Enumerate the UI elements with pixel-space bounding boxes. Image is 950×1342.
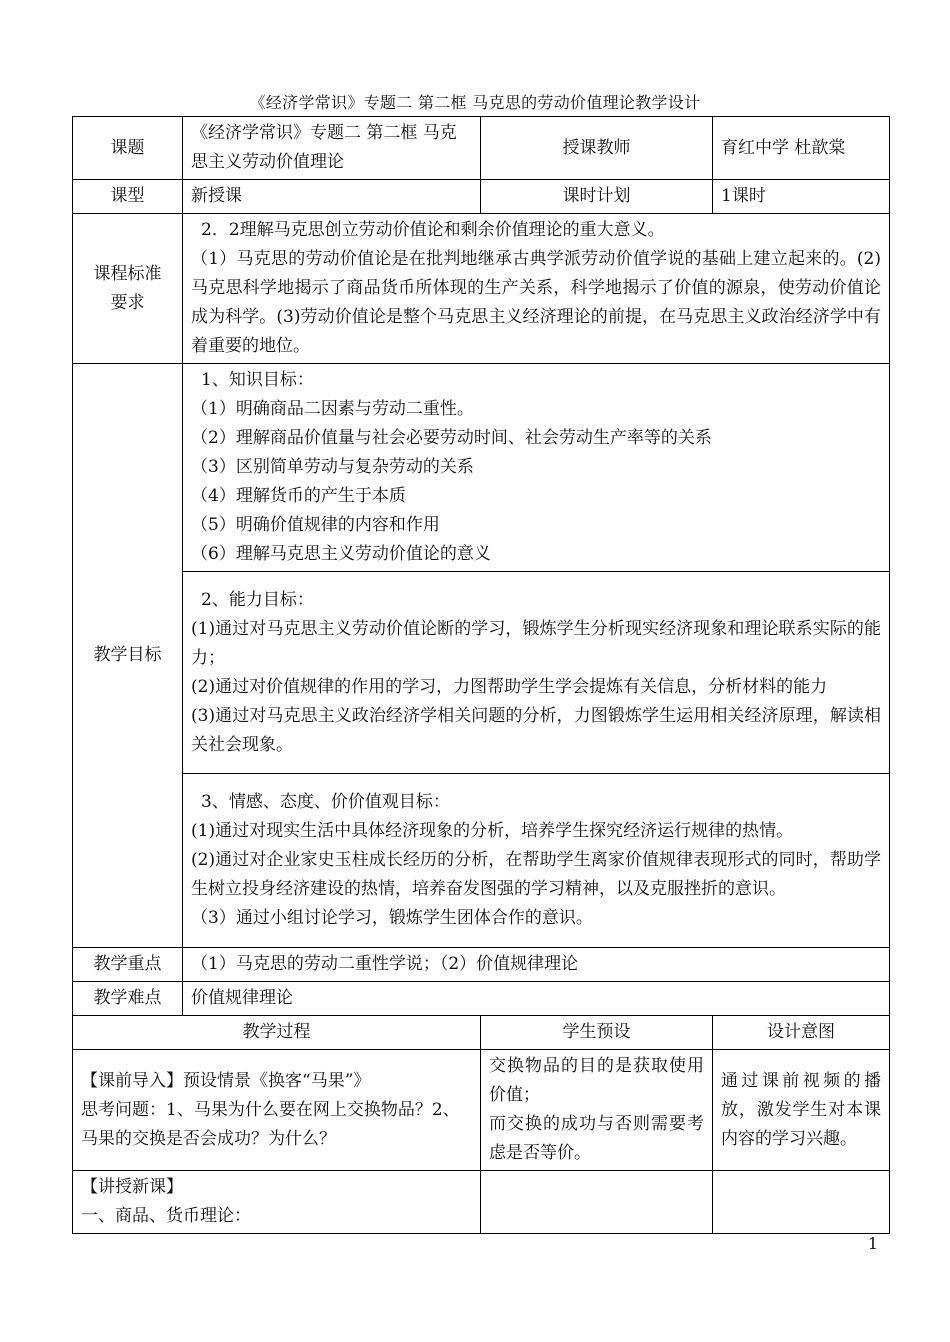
process-header: 教学过程	[73, 1016, 481, 1050]
new-lesson-process-cell	[73, 1171, 481, 1234]
key-point-row	[73, 948, 890, 982]
difficulty-value: 价值规律理论	[183, 982, 890, 1016]
standard-line-2: （1）马克思的劳动价值论是在批判地继承古典学派劳动价值学说的基础上建立起来的。(2)马克思科学地揭示了商品货币所体现的生产关系，科学地揭示了价值的源泉，使劳动价值论成为科学。(3)劳动价值论是整个马克思主义经济理论的前提，在马克思主义政治经济学中有着重要的地位。	[191, 249, 881, 356]
new-lesson-student-cell	[481, 1171, 713, 1234]
topic-label: 课题	[73, 117, 183, 180]
ability-item: (2)通过对价值规律的作用的学习，力图帮助学生学会提炼有关信息，分析材料的能力	[191, 676, 828, 697]
standard-label: 课程标准 要求	[73, 214, 183, 364]
knowledge-item: （2）理解商品价值量与社会必要劳动时间、社会劳动生产率等的关系	[191, 428, 712, 448]
intro-process-cell	[73, 1050, 481, 1171]
plan-label: 课时计划	[481, 180, 713, 214]
objectives-ability-row	[73, 572, 890, 774]
emotion-item: （3）通过小组讨论学习，锻炼学生团体合作的意识。	[191, 908, 593, 928]
objectives-label: 教学目标	[73, 364, 183, 948]
knowledge-item: （3）区别简单劳动与复杂劳动的关系	[191, 457, 474, 477]
objectives-emotion-row	[73, 774, 890, 948]
intent-header: 设计意图	[713, 1016, 890, 1050]
knowledge-item: （4）理解货币的产生于本质	[191, 486, 406, 506]
intro-student-cell	[481, 1050, 713, 1171]
ability-item: (1)通过对马克思主义劳动价值论断的学习，锻炼学生分析现实经济现象和理论联系实际的能力；	[191, 618, 881, 668]
emotion-item: (2)通过对企业家史玉柱成长经历的分析，在帮助学生离家价值规律表现形式的同时，帮助学生树立投身经济建设的热情，培养奋发图强的学习精神，以及克服挫折的意识。	[191, 850, 881, 899]
key-point-value: （1）马克思的劳动二重性学说；（2）价值规律理论	[183, 948, 890, 982]
objectives-knowledge-row	[73, 364, 890, 572]
key-point-label: 教学重点	[73, 948, 183, 982]
new-lesson-intent-cell	[713, 1171, 890, 1234]
intro-intent-cell: 通过课前视频的播放，激发学生对本课内容的学习兴趣。	[713, 1050, 890, 1171]
process-header-row	[73, 1016, 890, 1050]
topic-row	[73, 117, 890, 180]
ability-title: 2、能力目标：	[201, 589, 314, 610]
standard-line-1: 2．2理解马克思创立劳动价值论和剩余价值理论的重大意义。	[201, 220, 665, 240]
teacher-label: 授课教师	[481, 117, 713, 180]
difficulty-label: 教学难点	[73, 982, 183, 1016]
intro-student-line: 交换物品的目的是获取使用价值；	[489, 1056, 704, 1105]
new-lesson-line: 【讲授新课】	[81, 1177, 183, 1197]
type-value: 新授课	[183, 180, 481, 214]
page-title: 《经济学常识》专题二 第二框 马克思的劳动价值理论教学设计	[249, 93, 701, 112]
knowledge-item: （6）理解马克思主义劳动价值论的意义	[191, 544, 491, 564]
type-row	[73, 180, 890, 214]
knowledge-cell	[183, 364, 890, 572]
process-row-intro	[73, 1050, 890, 1171]
knowledge-item: （1）明确商品二因素与劳动二重性。	[191, 399, 474, 419]
emotion-title: 3、情感、态度、价价值观目标：	[201, 792, 450, 812]
knowledge-title: 1、知识目标：	[201, 370, 314, 390]
plan-value: 1课时	[713, 180, 890, 214]
ability-cell	[183, 572, 890, 774]
emotion-item: (1)通过对现实生活中具体经济现象的分析，培养学生探究经济运行规律的热情。	[191, 821, 794, 841]
new-lesson-line: 一、商品、货币理论：	[81, 1206, 251, 1226]
lesson-plan-table	[72, 116, 890, 1234]
standard-row	[73, 214, 890, 364]
knowledge-item: （5）明确价值规律的内容和作用	[191, 515, 440, 535]
student-header: 学生预设	[481, 1016, 713, 1050]
process-row-new-lesson	[73, 1171, 890, 1234]
intro-process-line: 思考问题：1、马果为什么要在网上交换物品？2、马果的交换是否会成功？为什么？	[81, 1099, 460, 1149]
page-number: 1	[867, 1234, 878, 1253]
topic-value: 《经济学常识》专题二 第二框 马克思主义劳动价值理论	[183, 117, 481, 180]
intro-student-line: 而交换的成功与否则需要考虑是否等价。	[489, 1114, 704, 1163]
type-label: 课型	[73, 180, 183, 214]
difficulty-row	[73, 982, 890, 1016]
standard-content	[183, 214, 890, 364]
intro-process-line: 【课前导入】预设情景《换客“马果”》	[81, 1070, 371, 1091]
ability-item: (3)通过对马克思主义政治经济学相关问题的分析，力图锻炼学生运用相关经济原理，解读相关社会现象。	[191, 705, 881, 755]
teacher-value: 育红中学 杜歆棠	[713, 117, 890, 180]
emotion-cell	[183, 774, 890, 948]
